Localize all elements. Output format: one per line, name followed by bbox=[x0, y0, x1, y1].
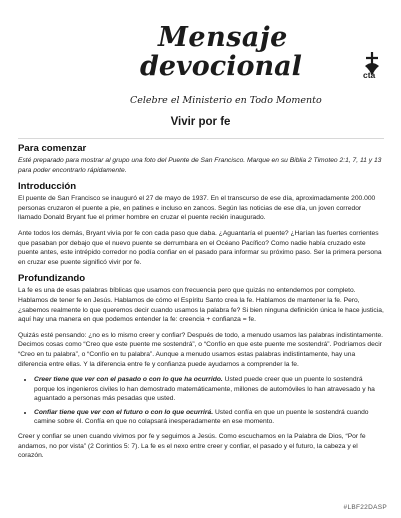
bullet-confiar bbox=[34, 408, 384, 427]
mensaje-devocional-logo bbox=[130, 22, 376, 112]
heading-introduccion: Introducción bbox=[18, 181, 77, 193]
bullet-creer bbox=[34, 375, 384, 404]
heading-profundizando: Profundizando bbox=[18, 273, 86, 285]
section-para-comenzar bbox=[18, 143, 384, 175]
logo-line-2: devocional bbox=[140, 51, 302, 82]
bullet-confiar-text: Usted confía en que un puente le sostendrá cuando camine sobre él. Confía en que no colapsará inesperadamente en ese momento. bbox=[34, 408, 369, 426]
profundizando-paragraph-2: Quizás esté pensando: ¿no es lo mismo creer y confiar? Después de todo, a menudo usamos las palabras indistintamente. Decimos cosas como “Creo que este puente me sostendrá”, o “Confío en que este puente me sostendrá”. Podríamos decir “Creo en tu palabra”, o “Confío en tu palabra”. Aunque a menudo usamos estas palabras indistintamente, hay una diferencia entre ellas. Y la diferencia entre fe y confianza puede ayudarnos a comprender la fe. bbox=[18, 331, 384, 368]
logo-line-1: Mensaje bbox=[158, 22, 288, 53]
content bbox=[18, 138, 384, 467]
footer-code: #LBF22DASP bbox=[343, 504, 387, 511]
logo-tagline: Celebre el Ministerio en Todo Momento bbox=[130, 95, 322, 106]
introduccion-paragraph-1: El puente de San Francisco se inauguró el 27 de mayo de 1937. En el transcurso de ese día, aproximadamente 200.000 personas cruzaron el puente a pie, en patines e incluso en zancos. Según las noticias de ese día, un joven corredor llamado Donald Bryant fue el primer hombre en cruzar el puente recién inaugurado. bbox=[18, 195, 376, 222]
bullet-confiar-lead: Confiar tiene que ver con el futuro o con lo que ocurrirá. bbox=[34, 408, 214, 416]
profundizando-paragraph-1: La fe es una de esas palabras bíblicas que usamos con frecuencia pero que quizás no entendemos por completo. Hablamos de tener fe en Jesús. Hablamos de cómo el Espíritu Santo crea la fe. Hablamos de mantener la fe. Pero, ¿sabemos realmente lo que queremos decir cuando usamos la palabra fe? Si bien ninguna definición única le hace justicia, aquí hay una manera en que podemos entender la fe: creencia + confianza = fe. bbox=[18, 287, 384, 324]
cta-label: cta bbox=[363, 70, 376, 80]
introduccion-paragraph-2: Ante todos los demás, Bryant vivía por fe con cada paso que daba. ¿Aguantaría el puente? ¿Harían las fuertes corrientes que pasaban por debajo que el nuevo puente se derrumbara en el Océano Pacífico? Como nadie había cruzado este puente antes, este intrépido corredor no podía confiar en el pasado para informar su próximo paso. Ser la primera persona en cruzar ese puente significó vivir por fe. bbox=[18, 229, 382, 266]
heading-para-comenzar: Para comenzar bbox=[18, 143, 87, 154]
section-introduccion bbox=[18, 181, 384, 267]
para-comenzar-text: Esté preparado para mostrar al grupo una foto del Puente de San Francisco. Marque en su Biblia 2 Timoteo 2:1, 7, 11 y 13 para poder encontrarlo rápidamente. bbox=[18, 157, 382, 174]
profundizando-paragraph-3: Creer y confiar se unen cuando vivimos por fe y seguimos a Jesús. Como escuchamos en la Palabra de Dios, “Por fe andamos, no por vista” (2 Corintios 5: 7). La fe es el nexo entre creer y confiar, el pasado y el futuro, la cabeza y el corazón. bbox=[18, 433, 366, 460]
section-profundizando bbox=[18, 273, 384, 461]
bullet-creer-text: Usted puede creer que un puente lo sostendrá porque los ingenieros civiles lo han demostrado matemáticamente, millones de automóviles lo han atravesado y ha aguantado a personas más pesadas que usted. bbox=[34, 376, 375, 403]
page-title: Vivir por fe bbox=[170, 116, 231, 128]
bullet-creer-lead: Creer tiene que ver con el pasado o con lo que ha ocurrido. bbox=[34, 376, 223, 384]
divider bbox=[18, 138, 384, 139]
bullet-list bbox=[18, 375, 384, 427]
